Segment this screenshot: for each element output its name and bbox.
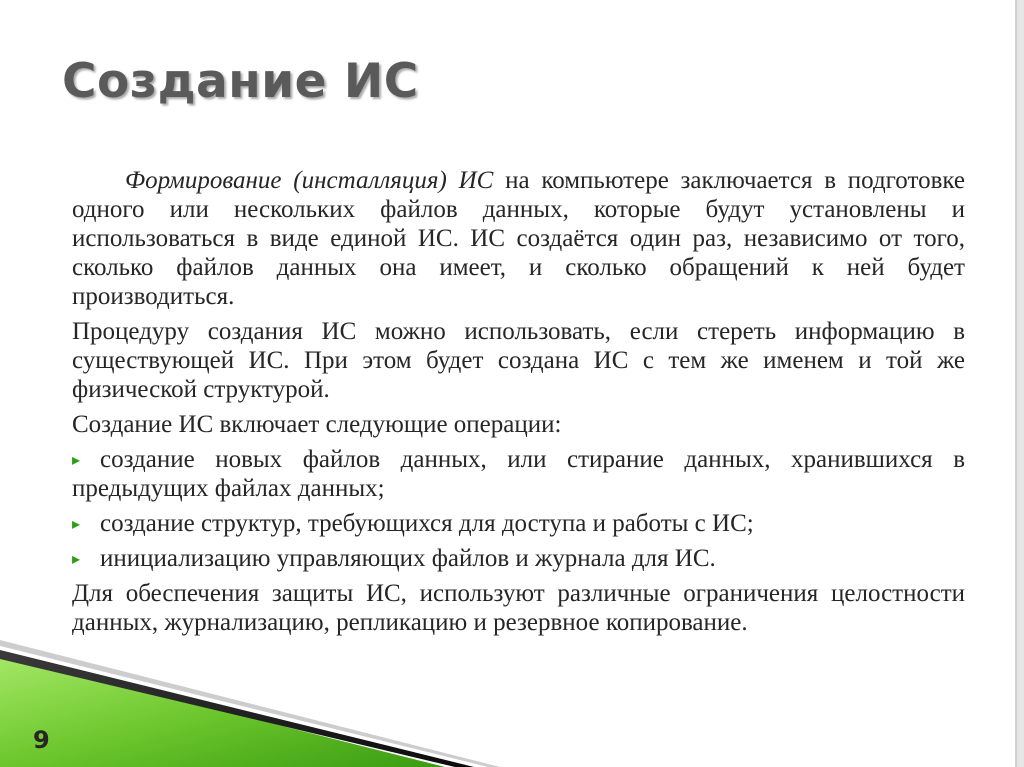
page-number: 9 (33, 726, 50, 754)
list-item (72, 544, 965, 573)
paragraph-procedure: Процедуру создания ИС можно использовать, если стереть информацию в существующей ИС. При этом будет создана ИС с тем же именем и той же физической структурой. (72, 318, 965, 403)
paragraph-formation (72, 166, 965, 311)
paragraph-operations-intro: Создание ИС включает следующие операции: (72, 411, 562, 438)
paragraph-formation-lead: Формирование (инсталляция) ИС (125, 167, 494, 194)
list-item (72, 445, 965, 503)
list-item-text: создание структур, требующихся для доступа и работы с ИС; (100, 510, 754, 537)
paragraph-formation-text: на компьютере заключается в подготовке одного или нескольких файлов данных, которые будут установлены и использоваться в виде единой ИС. ИС создаётся один раз, независимо от того, сколько файлов данных она имеет, и сколько обращений к ней будет производиться. (72, 167, 965, 310)
slide-title: Создание ИС (62, 54, 419, 109)
list-item-text: создание новых файлов данных, или стирание данных, хранившихся в предыдущих файлах данных; (72, 446, 965, 502)
paragraph-protection: Для обеспечения защиты ИС, используют различные ограничения целостности данных, журнализацию, репликацию и резервное копирование. (72, 580, 965, 636)
slide-body (72, 166, 965, 643)
triangle-right-icon: ▸ (72, 450, 81, 469)
triangle-right-icon: ▸ (72, 514, 81, 533)
list-item-text: инициализацию управляющих файлов и журнала для ИС. (100, 545, 716, 572)
triangle-right-icon: ▸ (72, 549, 81, 568)
list-item (72, 509, 965, 538)
